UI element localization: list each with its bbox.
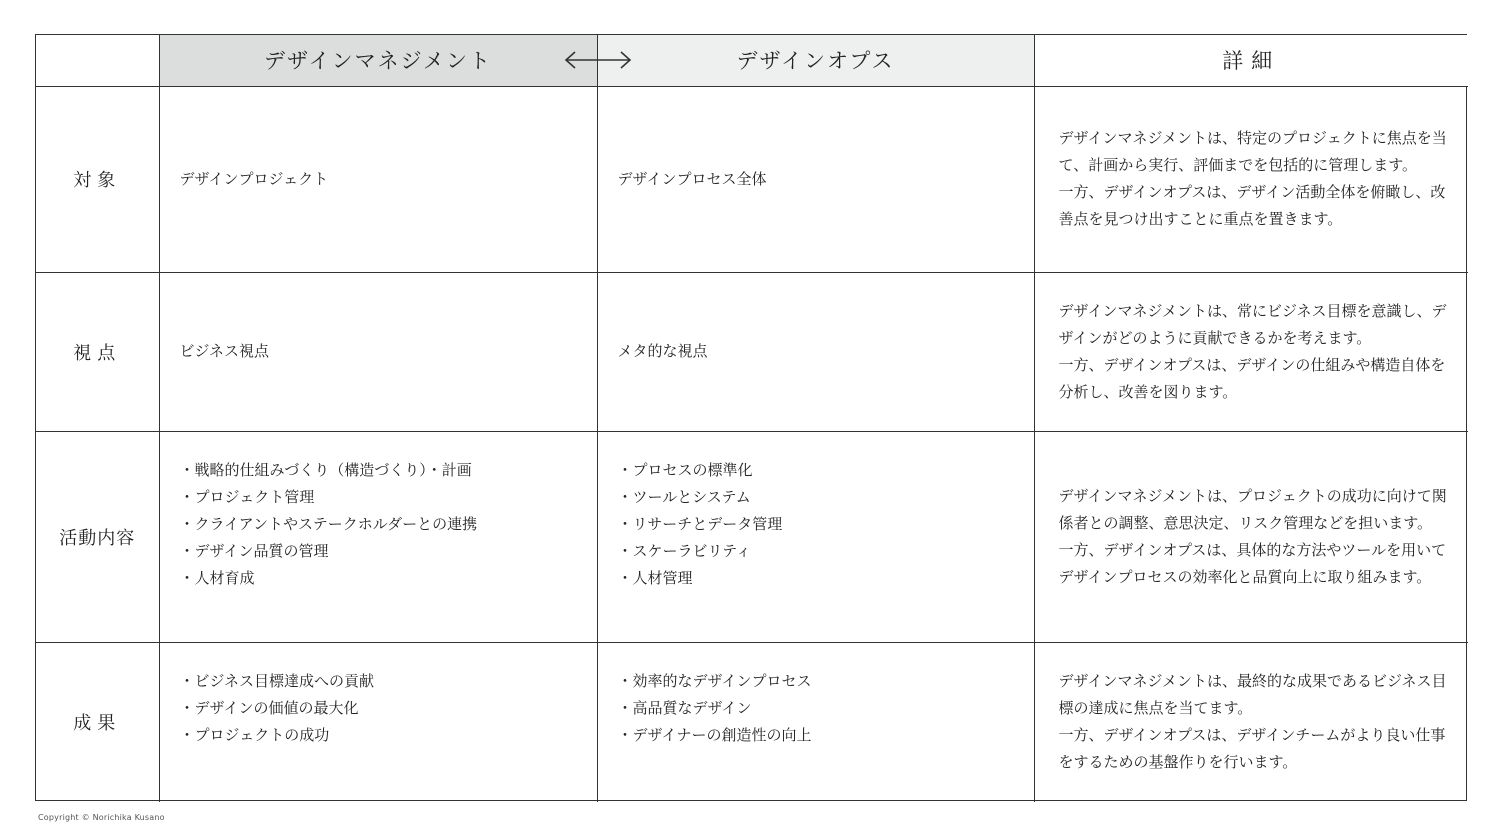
ops-cell — [597, 642, 1034, 802]
table-row — [36, 431, 1468, 642]
row-label-results: 成果 — [36, 642, 159, 802]
detail-cell — [1034, 431, 1468, 642]
list-item: ・ビジネス目標達成への貢献 — [179, 671, 375, 690]
management-cell — [159, 86, 597, 272]
header-row — [36, 35, 1468, 86]
detail-paragraph: 一方、デザインオプスは、デザインの仕組みや構造自体を分析し、改善を図ります。 — [1058, 355, 1446, 401]
ops-cell — [597, 431, 1034, 642]
list-item: ・デザイン品質の管理 — [179, 541, 329, 560]
list-item: ・効率的なデザインプロセス — [617, 671, 812, 690]
list-item: ・ツールとシステム — [617, 487, 751, 506]
detail-paragraph: デザインマネジメントは、プロジェクトの成功に向けて関係者との調整、意思決定、リスク管理などを担います。 — [1058, 486, 1447, 532]
list-item: ・プロジェクト管理 — [179, 487, 315, 506]
list-item: ・人材管理 — [617, 568, 693, 587]
double-headed-arrow-icon — [563, 50, 633, 70]
list-item: デザインプロセス全体 — [617, 169, 767, 188]
list-item: ・リサーチとデータ管理 — [617, 514, 783, 533]
comparison-table — [35, 34, 1467, 801]
detail-cell — [1034, 272, 1468, 431]
list-item: ・クライアントやステークホルダーとの連携 — [179, 514, 478, 533]
detail-paragraph: 一方、デザインオプスは、デザインチームがより良い仕事をするための基盤作りを行います。 — [1058, 726, 1446, 772]
detail-paragraph: 一方、デザインオプスは、デザイン活動全体を俯瞰し、改善点を見つけ出すことに重点を置きます。 — [1058, 183, 1446, 228]
row-label-target: 対象 — [36, 86, 159, 272]
detail-paragraph: デザインマネジメントは、最終的な成果であるビジネス目標の達成に焦点を当てます。 — [1058, 672, 1447, 718]
management-cell — [159, 272, 597, 431]
detail-paragraph: デザインマネジメントは、特定のプロジェクトに焦点を当て、計画から実行、評価までを包括的に管理します。 — [1058, 129, 1447, 174]
detail-cell — [1034, 642, 1468, 802]
header-detail: 詳細 — [1034, 35, 1468, 86]
detail-paragraph: 一方、デザインオプスは、具体的な方法やツールを用いてデザインプロセスの効率化と品質向上に取り組みます。 — [1058, 540, 1447, 586]
row-label-activities: 活動内容 — [36, 431, 159, 642]
header-design-management-label: デザインマネジメント — [264, 49, 492, 74]
copyright-notice: Copyright © Norichika Kusano — [38, 813, 165, 822]
management-cell — [159, 431, 597, 642]
list-item: ・高品質なデザイン — [617, 698, 752, 717]
header-design-management — [159, 35, 597, 86]
list-item: ・プロセスの標準化 — [617, 460, 753, 479]
header-design-ops: デザインオプス — [597, 35, 1034, 86]
list-item: ビジネス視点 — [179, 342, 270, 360]
list-item: ・スケーラビリティ — [617, 541, 752, 560]
management-cell — [159, 642, 597, 802]
list-item: ・戦略的仕組みづくり（構造づくり）・計画 — [179, 460, 472, 479]
table-row — [36, 272, 1468, 431]
comparison-grid — [36, 35, 1468, 802]
list-item: ・デザインの価値の最大化 — [179, 698, 359, 717]
list-item: ・プロジェクトの成功 — [179, 725, 330, 744]
table-row — [36, 642, 1468, 802]
ops-cell — [597, 272, 1034, 431]
list-item: ・人材育成 — [179, 568, 255, 587]
list-item: ・デザイナーの創造性の向上 — [617, 725, 812, 744]
ops-cell — [597, 86, 1034, 272]
header-corner — [36, 35, 159, 86]
row-label-viewpoint: 視点 — [36, 272, 159, 431]
list-item: デザインプロジェクト — [179, 169, 329, 188]
detail-paragraph: デザインマネジメントは、常にビジネス目標を意識し、デザインがどのように貢献できるかを考えます。 — [1058, 301, 1447, 347]
list-item: メタ的な視点 — [617, 342, 708, 360]
table-row — [36, 86, 1468, 272]
detail-cell — [1034, 86, 1468, 272]
